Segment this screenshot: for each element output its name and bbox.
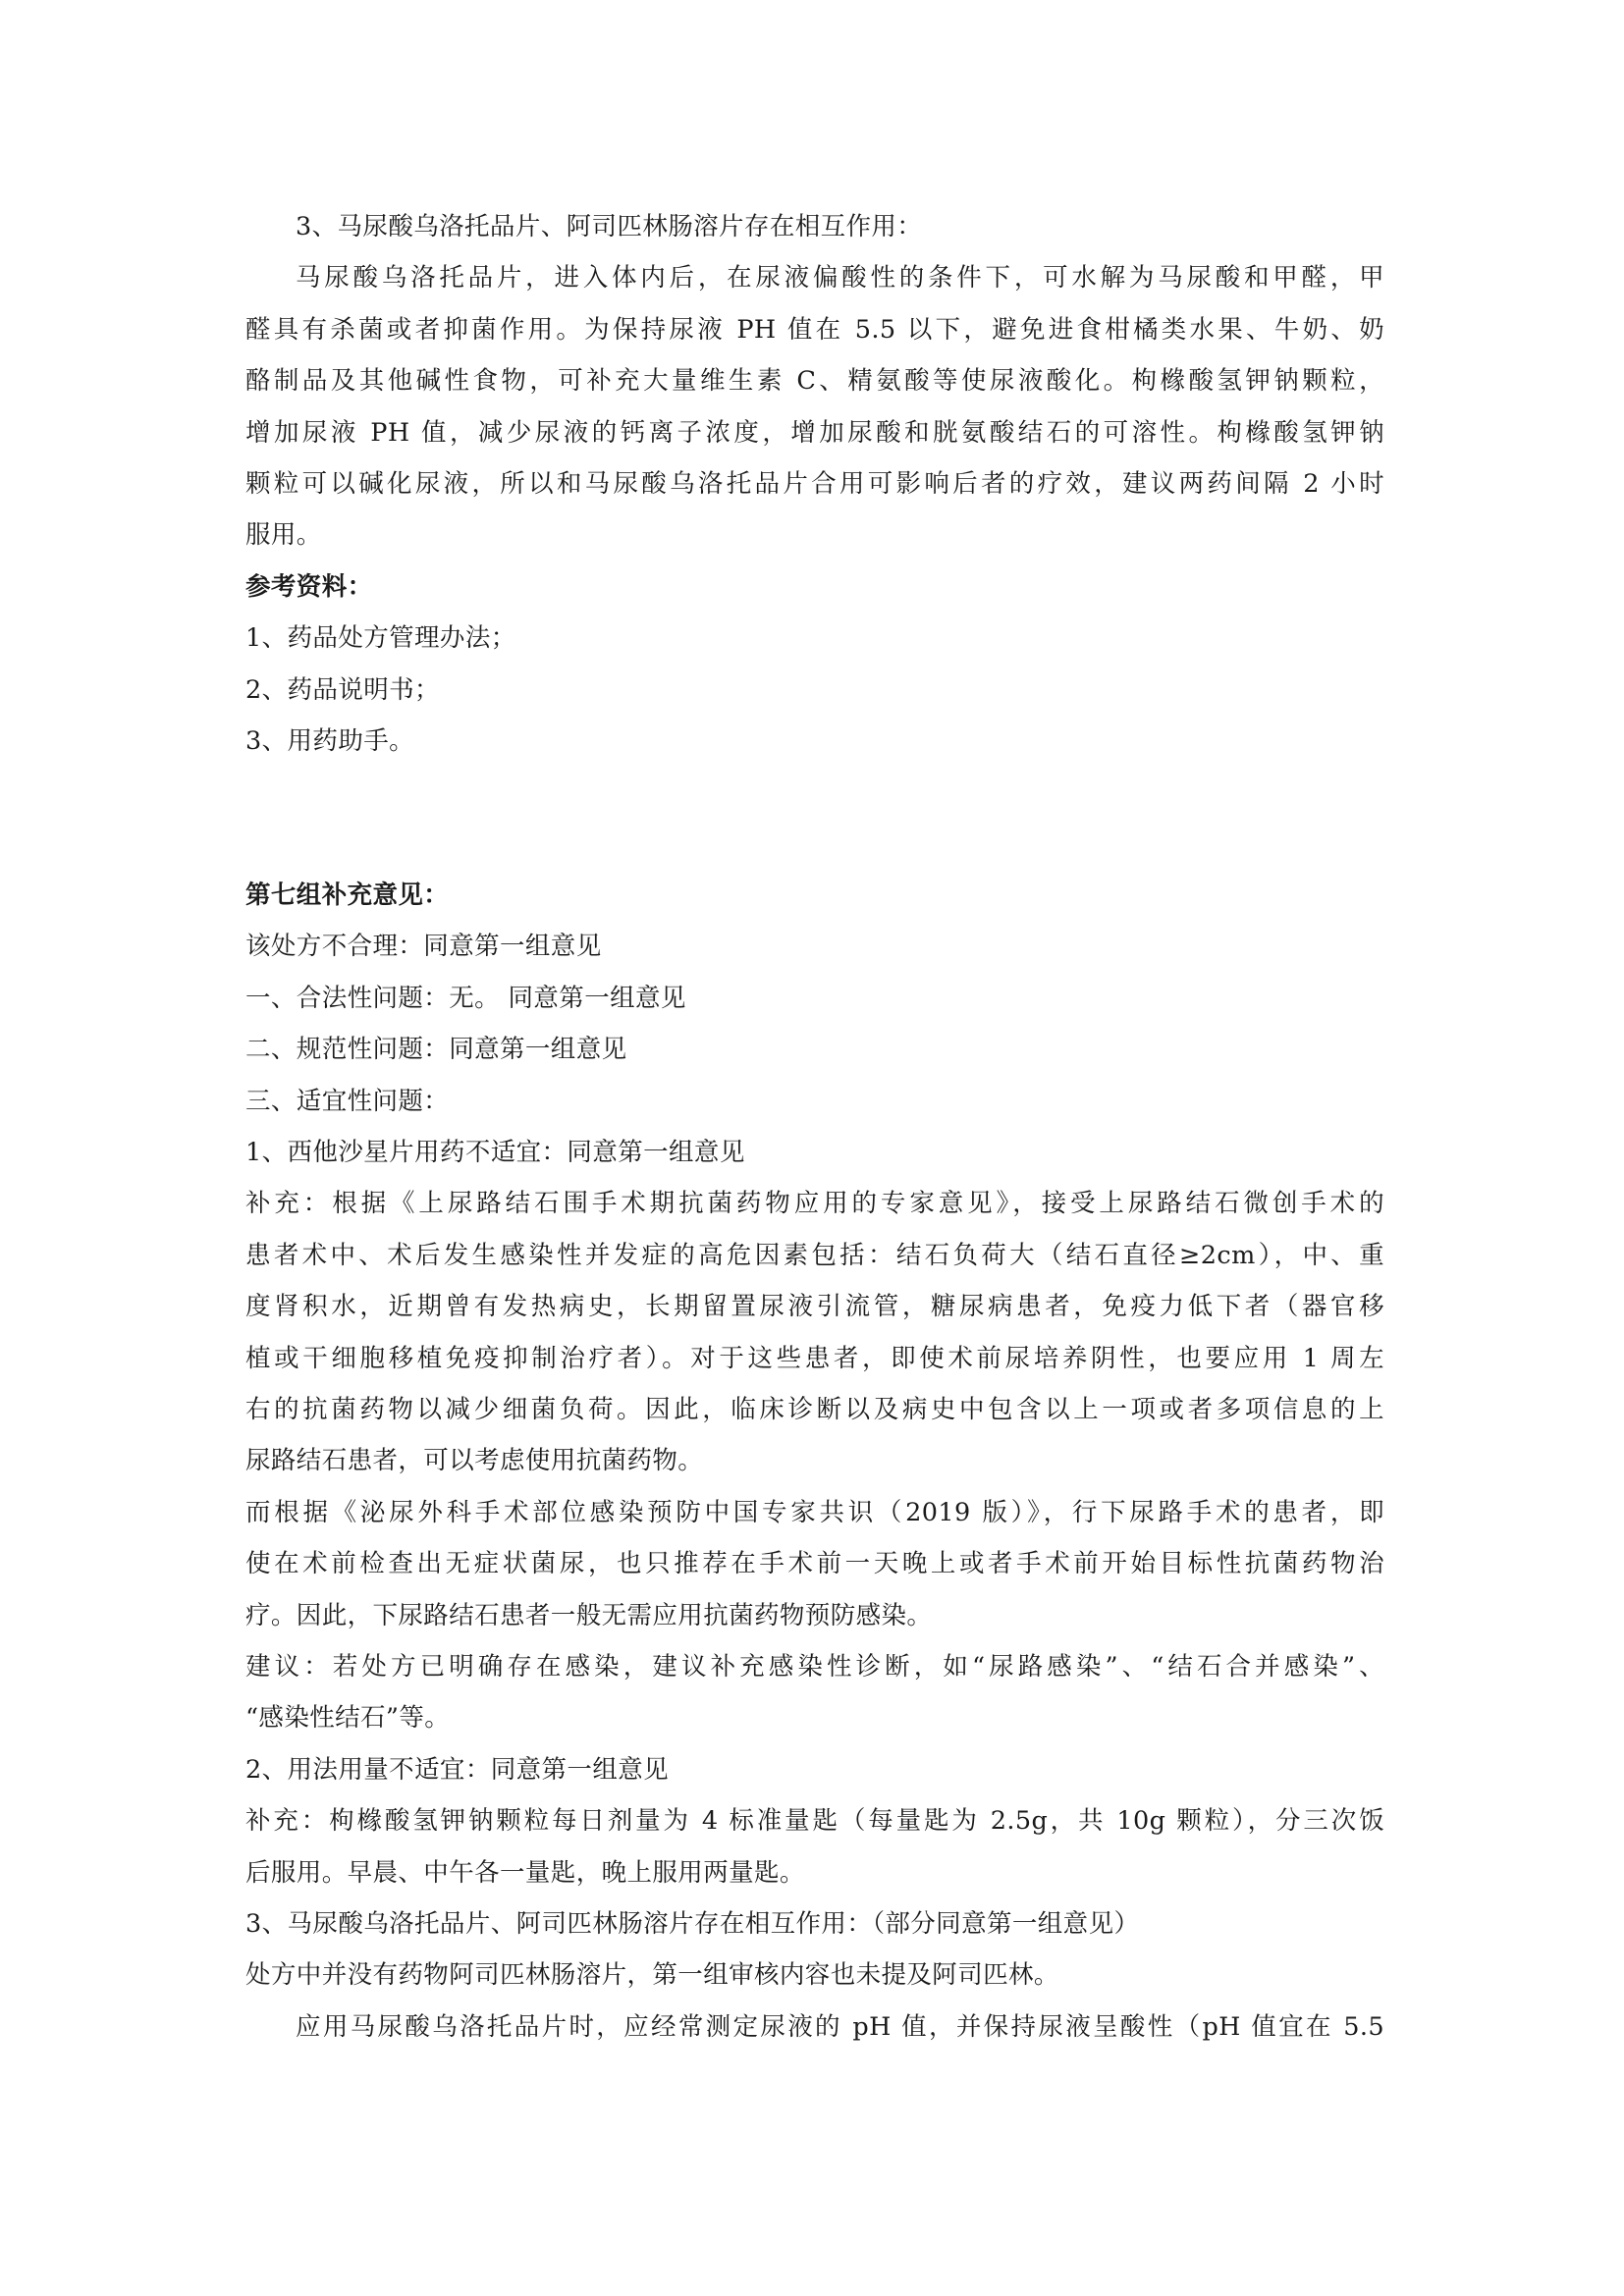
reference-item: 3、用药助手。 (245, 725, 415, 756)
dosage-line: 后服用。早晨、中午各一量匙，晚上服用两量匙。 (245, 1857, 805, 1888)
supplement-line: 患者术中、术后发生感染性并发症的高危因素包括：结石负荷大（结石直径≥2cm），中、重 (245, 1240, 1384, 1270)
document-page (245, 201, 1384, 2053)
paragraph-line: 增加尿液 PH 值，减少尿液的钙离子浓度，增加尿酸和胱氨酸结石的可溶性。枸橼酸氢钾钠 (245, 417, 1384, 448)
opinion-line: 二、规范性问题：同意第一组意见 (245, 1035, 627, 1065)
supplement-line: 补充：根据《上尿路结石围手术期抗菌药物应用的专家意见》，接受上尿路结石微创手术的 (245, 1189, 1384, 1219)
paragraph-line: 颗粒可以碱化尿液，所以和马尿酸乌洛托品片合用可影响后者的疗效，建议两药间隔 2 小时 (245, 468, 1384, 499)
references-title: 参考资料： (245, 571, 373, 602)
interaction-heading: 3、马尿酸乌洛托品片、阿司匹林肠溶片存在相互作用：（部分同意第一组意见） (245, 1908, 1140, 1939)
paragraph-line: 服用。 (245, 520, 322, 551)
opinion-line: 三、适宜性问题： (245, 1086, 450, 1116)
interaction-note: 处方中并没有药物阿司匹林肠溶片，第一组审核内容也未提及阿司匹林。 (245, 1960, 1059, 1991)
section-gap (245, 767, 1384, 870)
supplement-line: 右的抗菌药物以减少细菌负荷。因此，临床诊断以及病史中包含以上一项或者多项信息的上 (245, 1395, 1384, 1424)
paragraph-line: 酪制品及其他碱性食物，可补充大量维生素 C、精氨酸等使尿液酸化。枸橼酸氢钾钠颗粒， (245, 366, 1384, 397)
suggestion-line: 建议：若处方已明确存在感染，建议补充感染性诊断，如“尿路感染”、“结石合并感染”、 (245, 1651, 1384, 1682)
group7-title: 第七组补充意见： (245, 881, 450, 911)
reference-item: 2、药品说明书； (245, 674, 440, 705)
reference-item: 1、药品处方管理办法； (245, 623, 516, 654)
paragraph-line: 应用马尿酸乌洛托品片时，应经常测定尿液的 pH 值，并保持尿液呈酸性（pH 值宜在 5.5 (296, 2011, 1384, 2042)
opinion-line: 1、西他沙星片用药不适宜：同意第一组意见 (245, 1138, 745, 1168)
paragraph-line: 醛具有杀菌或者抑菌作用。为保持尿液 PH 值在 5.5 以下，避免进食柑橘类水果、牛奶、奶 (245, 314, 1384, 345)
supplement-line: 植或干细胞移植免疫抑制治疗者）。对于这些患者，即使术前尿培养阴性，也要应用 1 周左 (245, 1343, 1384, 1373)
supplement-line: 疗。因此，下尿路结石患者一般无需应用抗菌药物预防感染。 (245, 1600, 933, 1630)
opinion-line: 该处方不合理：同意第一组意见 (245, 932, 602, 962)
dosage-line: 补充：枸橼酸氢钾钠颗粒每日剂量为 4 标准量匙（每量匙为 2.5g，共 10g 颗粒），分三次饭 (245, 1806, 1384, 1837)
suggestion-line: “感染性结石”等。 (245, 1703, 451, 1734)
supplement-line: 而根据《泌尿外科手术部位感染预防中国专家共识（2019 版）》，行下尿路手术的患者，即 (245, 1497, 1384, 1527)
supplement-line: 尿路结石患者，可以考虑使用抗菌药物。 (245, 1446, 704, 1476)
section-heading: 3、马尿酸乌洛托品片、阿司匹林肠溶片存在相互作用： (296, 212, 923, 241)
dosage-heading: 2、用法用量不适宜：同意第一组意见 (245, 1754, 670, 1785)
opinion-line: 一、合法性问题：无。 同意第一组意见 (245, 983, 686, 1013)
supplement-line: 度肾积水，近期曾有发热病史，长期留置尿液引流管，糖尿病患者，免疫力低下者（器官移 (245, 1292, 1384, 1322)
supplement-line: 使在术前检查出无症状菌尿，也只推荐在手术前一天晚上或者手术前开始目标性抗菌药物治 (245, 1549, 1384, 1579)
paragraph-line: 马尿酸乌洛托品片，进入体内后，在尿液偏酸性的条件下，可水解为马尿酸和甲醛，甲 (296, 263, 1384, 294)
